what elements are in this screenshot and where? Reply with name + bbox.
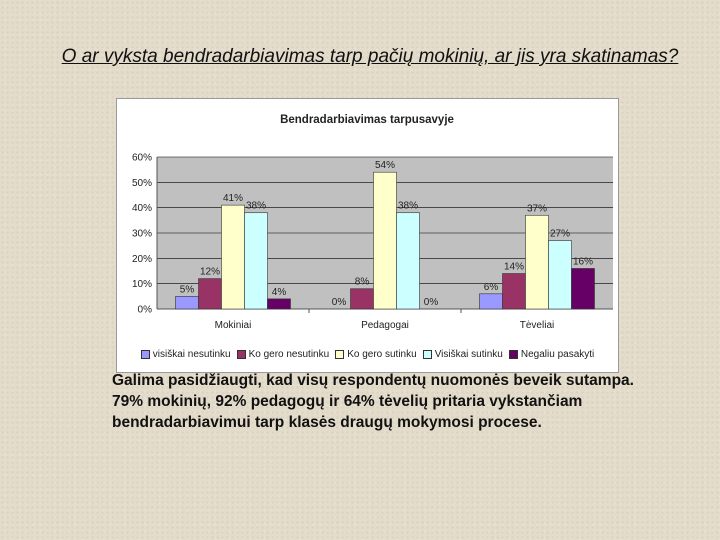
legend-item [335, 349, 417, 360]
y-tick-label: 50% [131, 177, 152, 189]
y-tick-label: 60% [131, 152, 152, 164]
legend-label: Negaliu pasakyti [520, 349, 595, 360]
legend-swatch [335, 350, 344, 359]
data-label: 0% [331, 297, 347, 308]
bar [268, 299, 291, 309]
data-label: 54% [374, 160, 396, 172]
legend-swatch [237, 350, 246, 359]
legend-item [509, 349, 594, 360]
bar [526, 215, 549, 309]
legend-item [141, 349, 231, 360]
legend-label: Visiškai sutinku [434, 349, 503, 360]
bar-chart [117, 99, 618, 349]
y-tick-label: 0% [137, 304, 152, 316]
data-label: 12% [199, 266, 221, 278]
data-label: 6% [483, 281, 499, 293]
caption-text: Galima pasidžiaugti, kad visų respondentų nuomonės beveik sutampa. 79% mokinių, 92% pedagogų ir 64% tėvelių pritaria vykstančiam bendradarbiavimui tarp klasės draugų mokymosi procese. [112, 372, 634, 431]
bar [245, 213, 268, 309]
legend-swatch [141, 350, 150, 359]
legend-swatch [509, 350, 518, 359]
category-label: Tėveliai [519, 320, 555, 331]
category-label: Mokiniai [214, 320, 252, 331]
legend-item [237, 349, 330, 360]
data-label: 38% [397, 200, 419, 212]
data-label: 4% [271, 286, 287, 298]
legend-item [423, 349, 503, 360]
bar [549, 241, 572, 309]
legend-label: Ko gero sutinku [347, 349, 417, 360]
y-tick-label: 40% [131, 203, 152, 215]
data-label: 37% [526, 203, 548, 215]
chart-legend [117, 349, 618, 360]
legend-label: visiškai nesutinku [152, 349, 231, 360]
bar [374, 172, 397, 309]
data-label: 8% [354, 276, 370, 288]
chart-container [116, 98, 619, 373]
y-tick-label: 20% [131, 253, 152, 265]
category-label: Pedagogai [361, 320, 409, 331]
bar [176, 296, 199, 309]
data-label: 41% [222, 193, 244, 205]
data-label: 0% [423, 297, 439, 308]
data-label: 27% [549, 228, 571, 240]
bar [572, 268, 595, 309]
bar [351, 289, 374, 309]
bar [480, 294, 503, 309]
slide-title: O ar vyksta bendradarbiavimas tarp pačių mokinių, ar jis yra skatinamas? [61, 46, 679, 67]
bar [397, 213, 420, 309]
chart-title: Bendradarbiavimas tarpusavyje [280, 114, 454, 126]
bar [222, 205, 245, 309]
bar [199, 279, 222, 309]
y-tick-label: 10% [131, 279, 152, 291]
legend-swatch [423, 350, 432, 359]
data-label: 38% [245, 200, 267, 212]
bar [503, 274, 526, 309]
y-tick-label: 30% [131, 228, 152, 240]
data-label: 5% [179, 284, 195, 296]
data-label: 14% [503, 261, 525, 273]
data-label: 16% [572, 256, 594, 268]
legend-label: Ko gero nesutinku [248, 349, 330, 360]
